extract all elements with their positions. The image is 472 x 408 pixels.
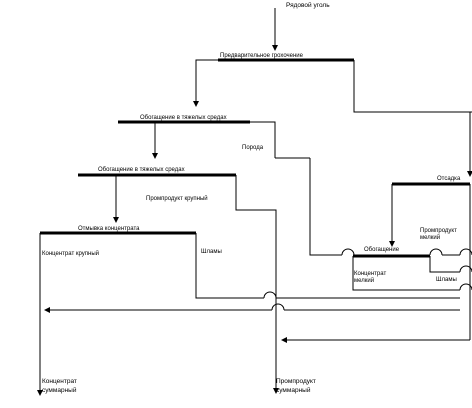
- label-middlings-coarse: Промпродукт крупный: [146, 196, 208, 202]
- label-feed: Рядовой уголь: [286, 2, 330, 9]
- label-fine-enrichment: Обогащение: [364, 247, 400, 253]
- return-concentrate-crossing: [272, 304, 284, 310]
- label-rock: Порода: [242, 145, 264, 151]
- label-total-concentrate-line1: Концентрат: [42, 378, 77, 385]
- label-concentrate-washing: Отмывка концентрата: [78, 226, 140, 232]
- label-total-middlings-line1: Промпродукт: [276, 378, 316, 385]
- fine-enrichment-left-arc: [342, 249, 354, 255]
- label-heavy-media-1: Обогащение в тяжелых средах: [140, 115, 227, 121]
- slimes-1-crossing: [264, 292, 276, 298]
- prelim-left-output: [196, 60, 218, 106]
- fine-enrichment-right-arc: [430, 249, 442, 255]
- label-concentrate-fine: Концентрат мелкий: [354, 271, 387, 284]
- stage3-left-output: [78, 175, 116, 222]
- stage3-right-output: [236, 175, 276, 393]
- stage2-left-output: [118, 122, 155, 158]
- label-concentrate-coarse: Концентрат крупный: [42, 251, 99, 257]
- label-jigging: Отсадка: [437, 176, 461, 182]
- middle-vertical: [310, 158, 342, 255]
- label-total-middlings-line2: суммарный: [276, 387, 311, 394]
- label-heavy-media-2: Обогащение в тяжелых средах: [98, 167, 185, 173]
- prelim-right-output: [354, 60, 472, 112]
- label-total-concentrate-line2: суммарный: [42, 387, 77, 394]
- rock-line: [250, 122, 275, 158]
- label-preliminary-screening: Предварительное грохочение: [220, 53, 303, 59]
- slimes-1-line: [196, 233, 264, 298]
- fine-enrichment-slimes: [430, 256, 460, 272]
- label-slimes-1: Шламы: [201, 249, 222, 255]
- label-middlings-fine: Промпродукт мелкий: [420, 228, 457, 241]
- label-slimes-2: Шламы: [436, 277, 457, 283]
